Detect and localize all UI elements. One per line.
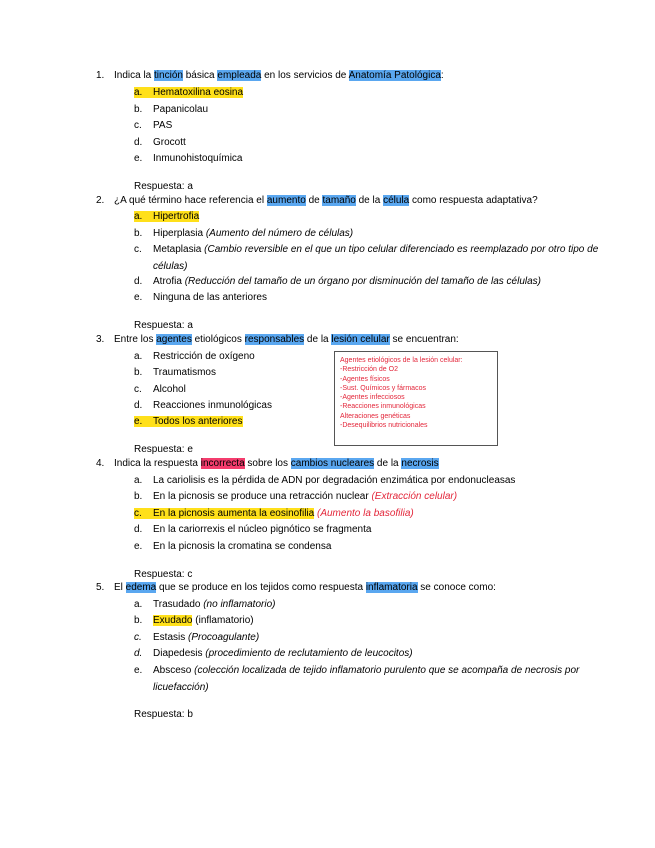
option-note: (inflamatorio) [192, 615, 254, 626]
side-note-line: -Sust. Químicos y fármacos [340, 384, 426, 392]
correct-answer-text: Hipertrofia [153, 211, 200, 222]
question-number: 5. [96, 582, 105, 593]
option-note: (Reducción del tamaño de un órgano por disminución del tamaño de las células) [184, 276, 542, 287]
highlighted-term: incorrecta [200, 458, 245, 469]
option-4b: b. En la picnosis se produce una retracción nuclear (Extracción celular) [134, 491, 458, 502]
option-1a: a. Hematoxilina eosina [134, 87, 244, 98]
highlighted-term: empleada [217, 70, 262, 81]
option-note: (no inflamatorio) [203, 599, 276, 610]
option-4d: d. En la cariorrexis el núcleo pignótico se fragmenta [134, 524, 372, 535]
question-4: 4. Indica la respuesta incorrecta sobre los cambios nucleares de la necrosis [96, 458, 439, 469]
option-note: (Extracción celular) [371, 491, 458, 502]
option-2a: a. Hipertrofia [134, 211, 200, 222]
correct-answer-text: Hematoxilina eosina [153, 87, 244, 98]
option-5e: e. Absceso (colección localizada de tejido inflamatorio purulento que se acompaña de necrosis por [134, 665, 580, 676]
highlighted-term: lesión celular [331, 334, 390, 345]
correct-answer-text: Exudado [153, 615, 193, 626]
option-1b: b. Papanicolau [134, 104, 209, 115]
option-4c: c. En la picnosis aumenta la eosinofilia (Aumento la basofilia) [134, 508, 414, 519]
option-3d: d. Reacciones inmunológicas [134, 400, 272, 411]
highlighted-term: cambios nucleares [290, 458, 375, 469]
side-note-line: -Agentes físicos [340, 375, 390, 383]
question-1: 1. Indica la tinción básica empleada en los servicios de Anatomía Patológica: [96, 70, 444, 81]
answer-3: Respuesta: e [134, 444, 193, 455]
option-5c: c. Estasis (Procoagulante) [134, 632, 260, 643]
option-2c: c. Metaplasia (Cambio reversible en el que un tipo celular diferenciado es reemplazado por otro tipo de [134, 244, 599, 255]
question-3: 3. Entre los agentes etiológicos responsables de la lesión celular se encuentran: [96, 334, 459, 345]
option-5a: a. Trasudado (no inflamatorio) [134, 599, 276, 610]
option-note: (Aumento la basofilia) [314, 508, 414, 519]
question-number: 4. [96, 458, 105, 469]
side-note-line: -Desequilibrios nutricionales [340, 422, 428, 430]
option-note: (Cambio reversible en el que un tipo celular diferenciado es reemplazado por otro tipo de [204, 244, 599, 255]
question-number: 2. [96, 195, 105, 206]
side-note-line: Alteraciones genéticas [340, 412, 411, 420]
option-3c: c. Alcohol [134, 384, 186, 395]
option-4a: a. La cariolisis es la pérdida de ADN por degradación enzimática por endonucleasas [134, 475, 516, 486]
side-note-line: -Restricción de O2 [340, 366, 398, 374]
highlighted-term: edema [125, 582, 157, 593]
correct-answer-text: Todos los anteriores [153, 416, 243, 427]
option-4e: e. En la picnosis la cromatina se condensa [134, 541, 332, 552]
correct-answer-text: En la picnosis aumenta la eosinofilia [153, 508, 315, 519]
option-note-continuation: licuefacción) [153, 682, 209, 693]
option-2d: d. Atrofia (Reducción del tamaño de un órgano por disminución del tamaño de las células) [134, 276, 542, 287]
side-note-box [334, 351, 498, 446]
answer-5: Respuesta: b [134, 709, 193, 720]
option-2b: b. Hiperplasia (Aumento del número de células) [134, 228, 354, 239]
option-5d: d. Diapedesis (procedimiento de reclutamiento de leucocitos) [134, 648, 413, 659]
option-3e: e. Todos los anteriores [134, 416, 243, 427]
highlighted-term: agentes [156, 334, 192, 345]
highlighted-term: aumento [266, 195, 306, 206]
option-note: (Aumento del número de células) [205, 228, 354, 239]
option-note: (Procoagulante) [188, 632, 260, 643]
highlighted-term: inflamatoria [365, 582, 418, 593]
question-number: 1. [96, 70, 105, 81]
question-5: 5. El edema que se produce en los tejidos como respuesta inflamatoria se conoce como: [96, 582, 496, 593]
question-number: 3. [96, 334, 105, 345]
side-note-line: -Reacciones inmunológicas [340, 403, 426, 411]
option-3a: a. Restricción de oxígeno [134, 351, 255, 362]
answer-2: Respuesta: a [134, 320, 193, 331]
highlighted-term: tamaño [322, 195, 356, 206]
option-5b: b. Exudado (inflamatorio) [134, 615, 254, 626]
highlighted-term: tinción [154, 70, 183, 81]
highlighted-term: responsables [244, 334, 305, 345]
option-note-continuation: células) [153, 261, 188, 272]
option-note: (colección localizada de tejido inflamatorio purulento que se acompaña de necrosis por [194, 665, 580, 676]
option-1d: d. Grocott [134, 137, 186, 148]
answer-1: Respuesta: a [134, 181, 193, 192]
option-note: (procedimiento de reclutamiento de leucocitos) [205, 648, 413, 659]
highlighted-term: célula [383, 195, 410, 206]
answer-4: Respuesta: c [134, 569, 193, 580]
highlighted-term: Anatomía Patológica [348, 70, 441, 81]
option-2e: e. Ninguna de las anteriores [134, 292, 267, 303]
highlighted-term: necrosis [401, 458, 439, 469]
option-3b: b. Traumatismos [134, 367, 216, 378]
option-1e: e. Inmunohistoquímica [134, 153, 243, 164]
question-2: 2. ¿A qué término hace referencia el aumento de tamaño de la célula como respuesta adaptativa? [96, 195, 538, 206]
side-note-line: Agentes etiológicos de la lesión celular: [340, 357, 463, 364]
side-note-line: -Agentes infecciosos [340, 394, 405, 402]
option-1c: c. PAS [134, 120, 173, 131]
